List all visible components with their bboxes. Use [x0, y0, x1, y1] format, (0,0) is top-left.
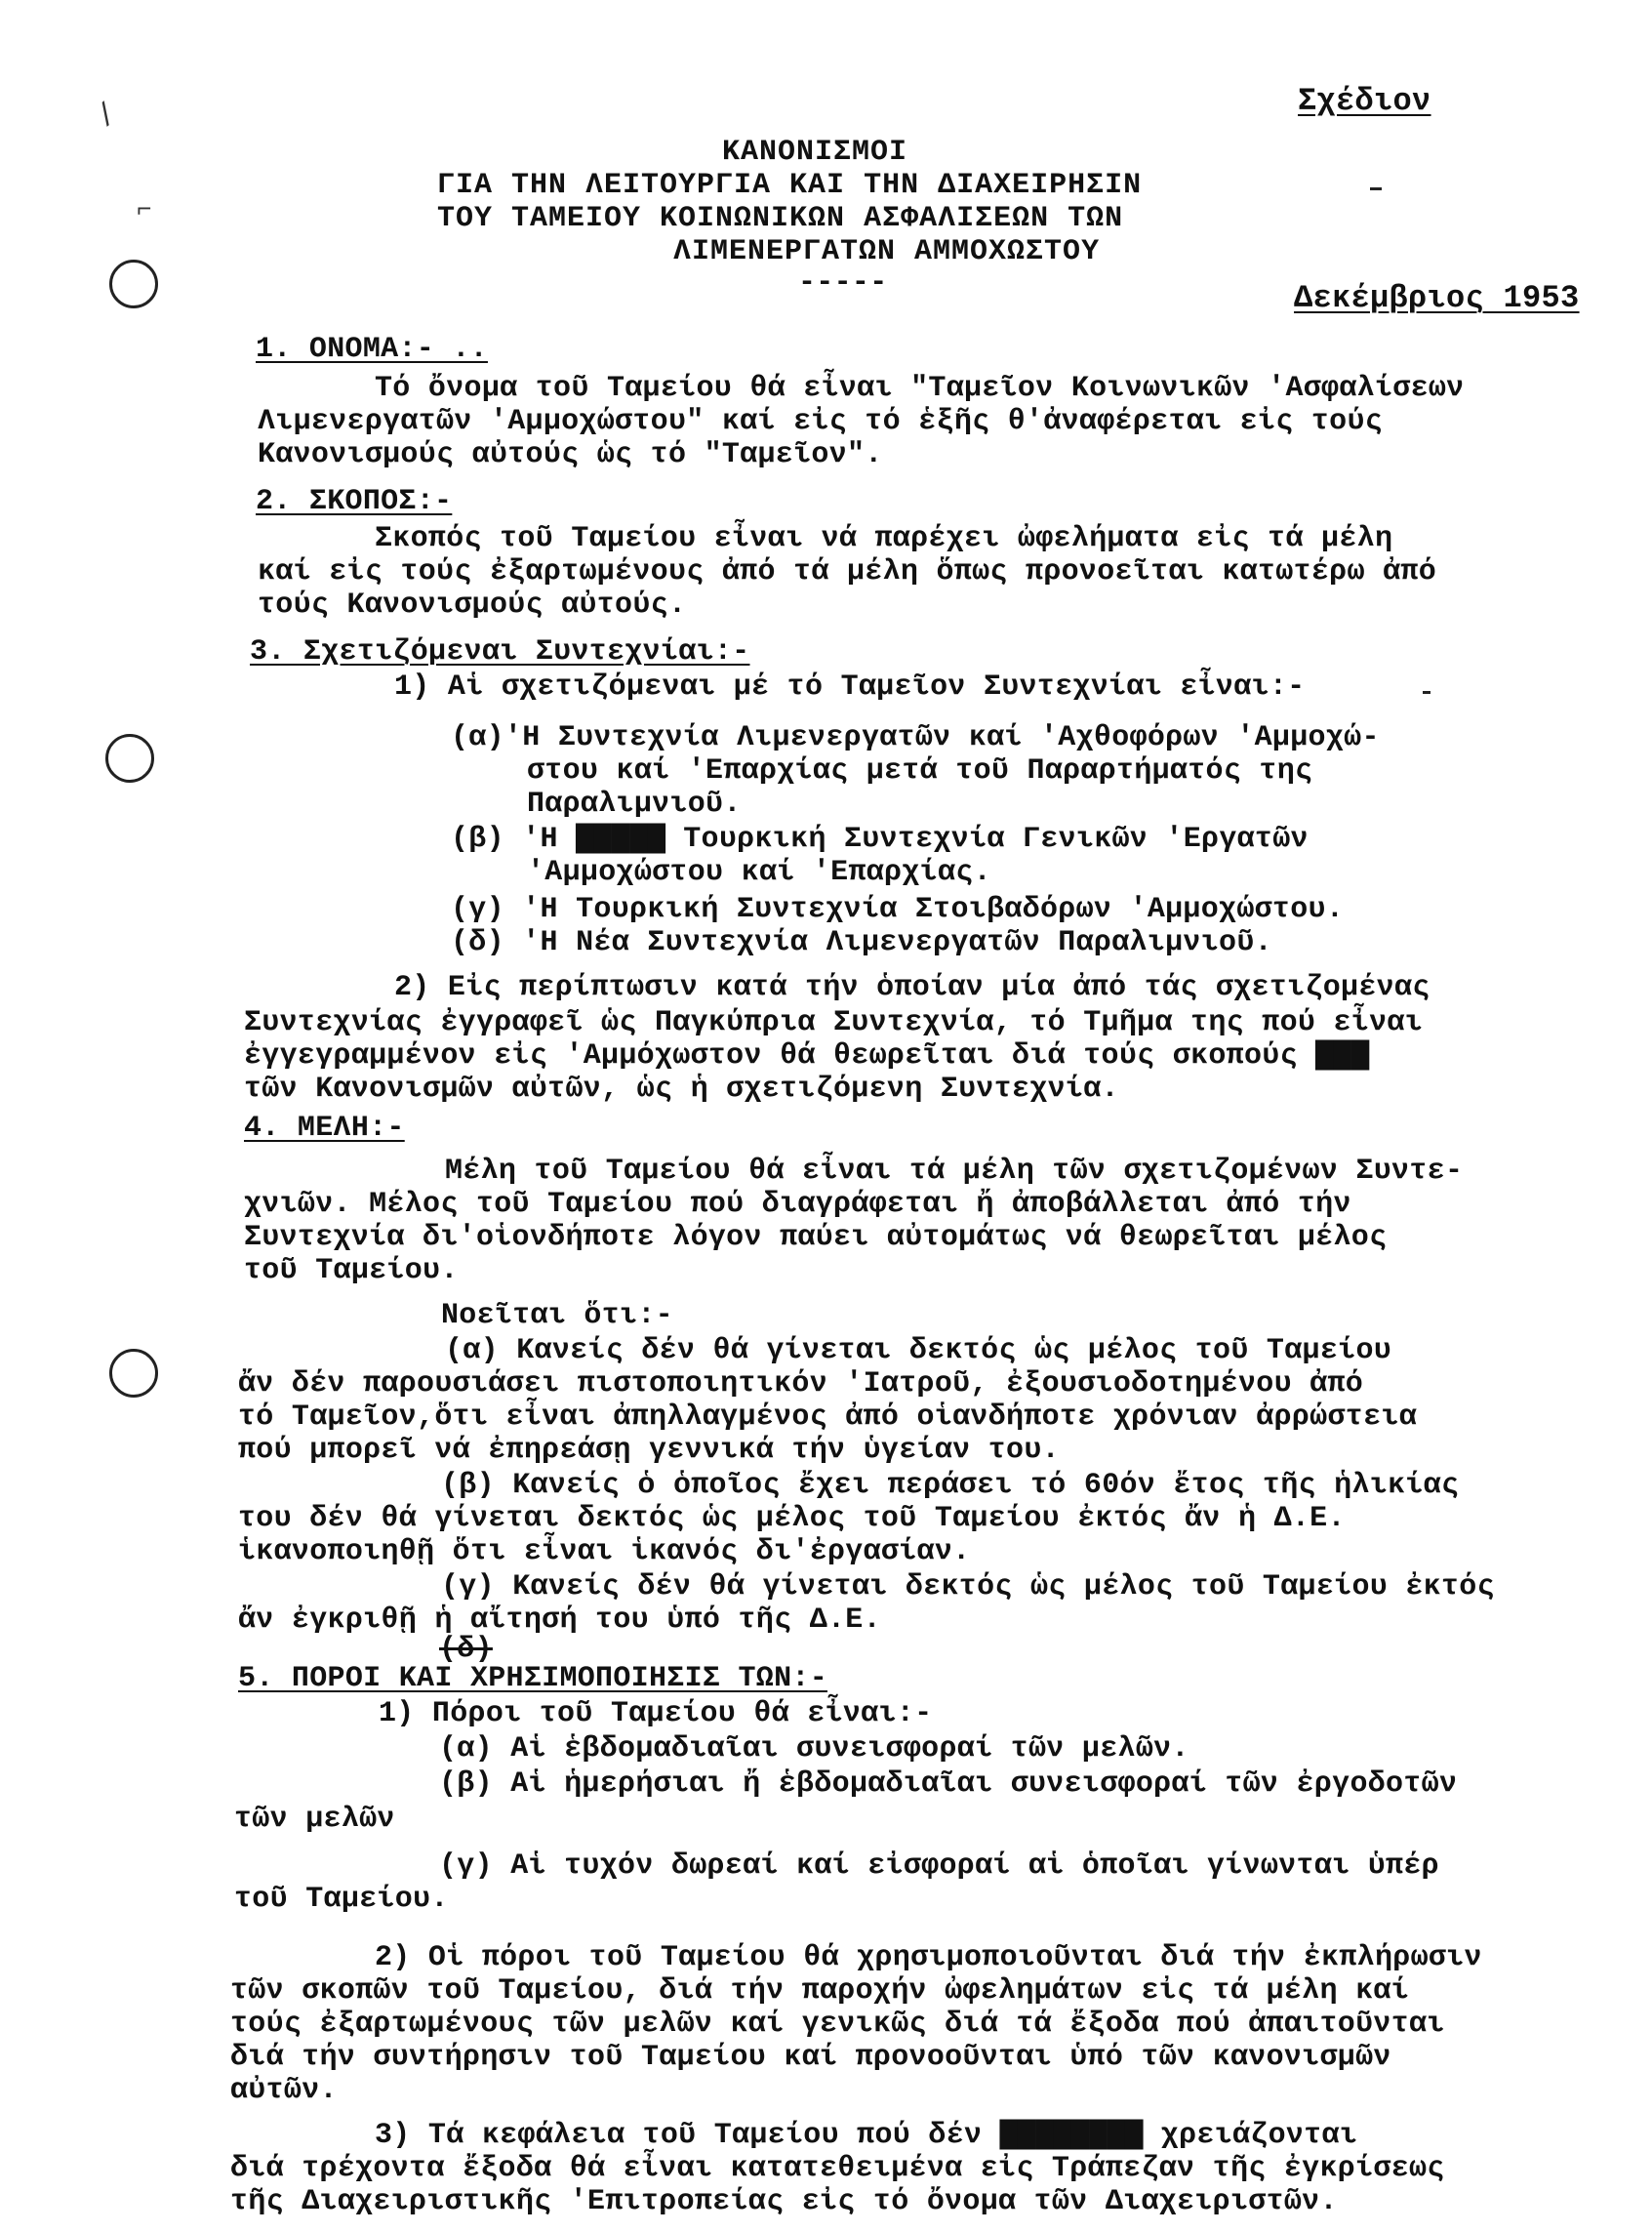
body-line: χνιῶν. Μέλος τοῦ Ταμείου πού διαγράφεται ἤ ἀποβάλλεται ἀπό τήν	[244, 1188, 1351, 1221]
body-line: Συντεχνίας ἐγγραφεῖ ὡς Παγκύπρια Συντεχνία, τό Τμῆμα της πού εἶναι	[244, 1006, 1423, 1039]
list-item: (γ) 'Η Τουρκική Συντεχνία Στοιβαδόρων 'Αμμοχώστου.	[451, 893, 1345, 926]
list-item: (δ)	[439, 1633, 493, 1666]
body-line: Νοεῖται ὅτι:-	[441, 1299, 673, 1332]
punch-hole-lower	[109, 1349, 158, 1398]
section-heading: 5. ΠΟΡΟΙ ΚΑΙ ΧΡΗΣΙΜΟΠΟΙΗΣΙΣ ΤΩΝ:-	[238, 1662, 827, 1695]
scan-mark	[1370, 187, 1382, 190]
body-line: Σκοπός τοῦ Ταμείου εἶναι νά παρέχει ὠφελήματα εἰς τά μέλη	[375, 522, 1393, 555]
body-line: τούς ἐξαρτωμένους τῶν μελῶν καί γενικῶς διά τά ἔξοδα πού ἀπαιτοῦνται	[230, 2008, 1445, 2041]
pen-mark-icon: ⁄	[88, 95, 128, 138]
list-item-cont: Παραλιμνιοῦ.	[527, 788, 742, 821]
section-heading: 4. ΜΕΛΗ:-	[244, 1112, 405, 1145]
body-line: τῶν μελῶν	[234, 1803, 395, 1836]
body-line: 1) Πόροι τοῦ Ταμείου θά εἶναι:-	[379, 1697, 933, 1730]
section-heading: 3. Σχετιζόμεναι Συντεχνίαι:-	[250, 635, 750, 669]
body-line: αὐτῶν.	[230, 2074, 338, 2107]
body-line: τό Ταμεῖον,ὅτι εἶναι ἀπηλλαγμένος ἀπό οἱανδήποτε χρόνιαν ἀρρώστεια	[238, 1401, 1417, 1434]
body-line: Λιμενεργατῶν 'Αμμοχώστου" καί εἰς τό ἑξῆς θ'ἀναφέρεται εἰς τούς	[258, 405, 1384, 438]
body-line: Κανονισμούς αὐτούς ὡς τό "Ταμεῖον".	[258, 438, 883, 471]
list-item: (β) Κανείς ὁ ὁποῖος ἔχει περάσει τό 60όν ἔτος τῆς ἡλικίας	[441, 1469, 1460, 1502]
list-item: (α) Κανείς δέν θά γίνεται δεκτός ὡς μέλος τοῦ Ταμείου	[445, 1334, 1392, 1367]
title-line-3: ΤΟΥ ΤΑΜΕΙΟΥ ΚΟΙΝΩΝΙΚΩΝ ΑΣΦΑΛΙΣΕΩΝ ΤΩΝ	[437, 202, 1124, 235]
body-line: ἄν δέν παρουσιάσει πιστοποιητικόν 'Ιατροῦ, ἐξουσιοδοτημένου ἀπό	[238, 1367, 1364, 1401]
body-line: 2) Οἱ πόροι τοῦ Ταμείου θά χρησιμοποιοῦνται διά τήν ἐκπλήρωσιν	[375, 1941, 1482, 1974]
body-line: ἱκανοποιηθῇ ὅτι εἶναι ἱκανός δι'ἐργασίαν.	[238, 1535, 971, 1568]
document-date: Δεκέμβριος 1953	[1294, 280, 1580, 316]
list-item-cont: 'Αμμοχώστου καί 'Επαρχίας.	[527, 856, 991, 889]
title-line-4: ΛΙΜΕΝΕΡΓΑΤΩΝ ΑΜΜΟΧΩΣΤΟΥ	[673, 235, 1101, 268]
list-item-cont: στου καί 'Επαρχίας μετά τοῦ Παραρτήματός της	[527, 754, 1313, 788]
list-item: (γ) Κανείς δέν θά γίνεται δεκτός ὡς μέλος τοῦ Ταμείου ἐκτός	[441, 1570, 1495, 1604]
body-line: καί εἰς τούς ἐξαρτωμένους ἀπό τά μέλη ὅπως προνοεῖται κατωτέρω ἀπό	[258, 555, 1436, 589]
body-line: ἄν ἐγκριθῇ ἡ αἴτησή του ὑπό τῆς Δ.Ε.	[238, 1604, 881, 1637]
draft-label: Σχέδιον	[1298, 83, 1431, 119]
list-item: (β) 'Η ▇▇▇▇▇ Τουρκική Συντεχνία Γενικῶν 'Εργατῶν	[451, 823, 1309, 856]
body-line: 1) Αἱ σχετιζόμεναι μέ τό Ταμεῖον Συντεχνίαι εἶναι:-	[394, 670, 1306, 704]
list-item: (α)'Η Συντεχνία Λιμενεργατῶν καί 'Αχθοφόρων 'Αμμοχώ-	[451, 721, 1380, 754]
body-line: Συντεχνία δι'οἱονδήποτε λόγον παύει αὐτομάτως νά θεωρεῖται μέλος	[244, 1221, 1388, 1254]
body-line: ἐγγεγραμμένον εἰς 'Αμμόχωστον θά θεωρεῖται διά τούς σκοπούς ▇▇▇	[244, 1039, 1370, 1073]
scan-mark	[1423, 691, 1430, 694]
body-line: τοῦ Ταμείου.	[234, 1883, 449, 1916]
body-line: Μέλη τοῦ Ταμείου θά εἶναι τά μέλη τῶν σχετιζομένων Συντε-	[445, 1155, 1464, 1188]
section-heading: 2. ΣΚΟΠΟΣ:-	[256, 485, 453, 518]
list-item: (δ) 'Η Νέα Συντεχνία Λιμενεργατῶν Παραλιμνιοῦ.	[451, 926, 1272, 959]
body-line: διά τήν συντήρησιν τοῦ Ταμείου καί προνοοῦνται ὑπό τῶν κανονισμῶν	[230, 2041, 1391, 2074]
body-line: του δέν θά γίνεται δεκτός ὡς μέλος τοῦ Ταμείου ἐκτός ἄν ἡ Δ.Ε.	[238, 1502, 1346, 1535]
body-line: 2) Εἰς περίπτωσιν κατά τήν ὁποίαν μία ἀπό τάς σχετιζομένας	[394, 971, 1430, 1004]
body-line: 3) Τά κεφάλεια τοῦ Ταμείου πού δέν ▇▇▇▇▇▇▇▇ χρειάζονται	[375, 2119, 1358, 2152]
body-line: τοῦ Ταμείου.	[244, 1254, 459, 1287]
body-line: τῶν σκοπῶν τοῦ Ταμείου, διά τήν παροχήν ὠφελημάτων εἰς τά μέλη καί	[230, 1974, 1409, 2008]
body-line: τῶν Κανονισμῶν αὐτῶν, ὡς ἡ σχετιζόμενη Συντεχνία.	[244, 1073, 1119, 1106]
body-line: τῆς Διαχειριστικῆς 'Επιτροπείας εἰς τό ὄνομα τῶν Διαχειριστῶν.	[230, 2185, 1338, 2218]
title-separator: -----	[798, 266, 888, 300]
title-line-2: ΓΙΑ ΤΗΝ ΛΕΙΤΟΥΡΓΙΑ ΚΑΙ ΤΗΝ ΔΙΑΧΕΙΡΗΣΙΝ	[437, 169, 1143, 202]
list-item: (β) Αἱ ἡμερήσιαι ἤ ἑβδομαδιαῖαι συνεισφοραί τῶν ἐργοδοτῶν	[439, 1767, 1458, 1801]
pen-mark-icon: ⌐	[137, 195, 152, 224]
list-item: (γ) Αἱ τυχόν δωρεαί καί εἰσφοραί αἱ ὁποῖαι γίνωνται ὑπέρ	[439, 1849, 1439, 1883]
punch-hole-top	[109, 260, 158, 308]
list-item: (α) Αἱ ἑβδομαδιαῖαι συνεισφοραί τῶν μελῶν.	[439, 1732, 1189, 1766]
title-line-1: ΚΑΝΟΝΙΣΜΟΙ	[722, 136, 908, 169]
body-line: τούς Κανονισμούς αὐτούς.	[258, 589, 687, 622]
punch-hole-middle	[105, 734, 154, 783]
body-line: διά τρέχοντα ἔξοδα θά εἶναι κατατεθειμένα εἰς Τράπεζαν τῆς ἐγκρίσεως	[230, 2152, 1445, 2185]
section-heading: 1. ΟΝΟΜΑ:- ..	[256, 333, 488, 366]
body-line: πού μπορεῖ νά ἐπηρεάσῃ γεννικά τήν ὑγείαν του.	[238, 1434, 1060, 1467]
body-line: Τό ὄνομα τοῦ Ταμείου θά εἶναι "Ταμεῖον Κοινωνικῶν 'Ασφαλίσεων	[375, 372, 1465, 405]
